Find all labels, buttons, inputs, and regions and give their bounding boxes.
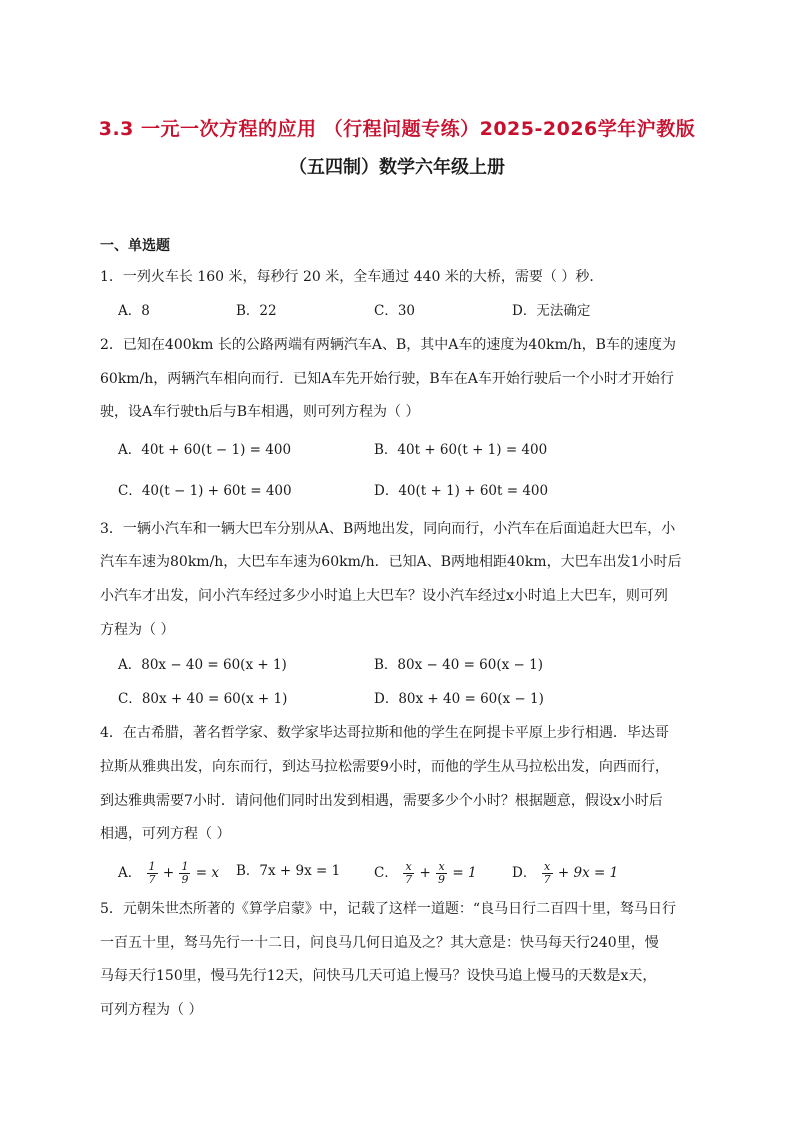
question-3-text-line1: 3．一辆小汽车和一辆大巴车分别从A、B两地出发，同向而行，小汽车在后面追赶大巴车，小: [100, 521, 676, 537]
q4-option-a[interactable]: A． $\frac{1}{7}$ + $\frac{1}{9}$ = x: [118, 860, 219, 886]
question-4-text-line2: 拉斯从雅典出发，向东而行，到达马拉松需要9小时，而他的学生从马拉松出发，向西而行，: [100, 759, 669, 775]
question-4-text-line3: 到达雅典需要7小时．请问他们同时出发到相遇，需要多少个小时？根据题意，假设x小时后: [100, 793, 663, 809]
q1-option-a[interactable]: A．8: [118, 303, 150, 319]
fraction: $\frac{x}{7}$: [543, 860, 551, 886]
question-2-text-line2: 60km/h，两辆汽车相向而行．已知A车先开始行驶，B车在A车开始行驶后一个小时才开始行: [100, 371, 674, 387]
q4-option-a-label: A．: [118, 865, 142, 881]
question-3-text-line2: 汽车车速为80km/h，大巴车车速为60km/h．已知A、B两地相距40km，大巴车出发1小时后: [100, 554, 682, 570]
q4-option-d-label: D．: [512, 865, 537, 881]
fraction: $\frac{1}{7}$: [148, 860, 156, 886]
q3-option-c[interactable]: C．80x + 40 = 60(x + 1): [118, 691, 288, 707]
fraction: $\frac{x}{7}$: [405, 860, 413, 886]
q2-option-b[interactable]: B．40t + 60(t + 1) = 400: [374, 442, 548, 458]
q2-option-d[interactable]: D．40(t + 1) + 60t = 400: [374, 483, 549, 499]
question-4-text-line1: 4．在古希腊，著名哲学家、数学家毕达哥拉斯和他的学生在阿提卡平原上步行相遇．毕达哥: [100, 725, 669, 741]
q3-option-d[interactable]: D．80x + 40 = 60(x − 1): [374, 691, 544, 707]
q2-option-c[interactable]: C．40(t − 1) + 60t = 400: [118, 483, 292, 499]
question-4-text-line4: 相遇，可列方程（ ）: [100, 826, 231, 842]
q3-option-a[interactable]: A．80x − 40 = 60(x + 1): [118, 657, 287, 673]
question-3-text-line4: 方程为（ ）: [100, 622, 175, 638]
q1-option-c[interactable]: C．30: [374, 303, 416, 319]
fraction: $\frac{x}{9}$: [438, 860, 446, 886]
question-2-text-line3: 驶，设A车行驶th后与B车相遇，则可列方程为（ ）: [100, 404, 420, 420]
question-5-text-line4: 可列方程为（ ）: [100, 1002, 203, 1018]
q3-option-b[interactable]: B．80x − 40 = 60(x − 1): [374, 657, 543, 673]
q1-option-b[interactable]: B．22: [236, 303, 277, 319]
question-5-text-line2: 一百五十里，驽马先行一十二日，问良马几何日追及之？其大意是：快马每天行240里，慢: [100, 935, 659, 951]
question-5-text-line3: 马每天行150里，慢马先行12天，问快马几天可追上慢马？设快马追上慢马的天数是x天，: [100, 968, 657, 984]
question-2-text-line1: 2．已知在400km 长的公路两端有两辆汽车A、B，其中A车的速度为40km/h，B车的速度为: [100, 337, 676, 353]
question-1-text: 1．一列火车长 160 米，每秒行 20 米，全车通过 440 米的大桥，需要（ ）秒．: [100, 269, 604, 285]
q4-option-c[interactable]: C． $\frac{x}{7}$ + $\frac{x}{9}$ = 1: [374, 860, 477, 886]
q4-option-d[interactable]: D． $\frac{x}{7}$ + 9x = 1: [512, 860, 619, 886]
document-title-line1: 3.3 一元一次方程的应用 （行程问题专练）2025-2026学年沪教版: [98, 118, 696, 140]
question-5-text-line1: 5．元朝朱世杰所著的《算学启蒙》中，记载了这样一道题：“良马日行二百四十里，驽马日行: [100, 901, 677, 917]
q1-option-d[interactable]: D．无法确定: [512, 303, 591, 319]
q2-option-a[interactable]: A．40t + 60(t − 1) = 400: [118, 442, 292, 458]
fraction: $\frac{1}{9}$: [181, 860, 189, 886]
q4-option-c-label: C．: [374, 865, 398, 881]
document-title-line2: （五四制）数学六年级上册: [289, 157, 505, 178]
question-3-text-line3: 小汽车才出发，问小汽车经过多少小时追上大巴车？设小汽车经过x小时追上大巴车，则可列: [100, 588, 668, 604]
q4-option-b[interactable]: B．7x + 9x = 1: [236, 863, 341, 879]
section-heading: 一、单选题: [100, 238, 170, 254]
